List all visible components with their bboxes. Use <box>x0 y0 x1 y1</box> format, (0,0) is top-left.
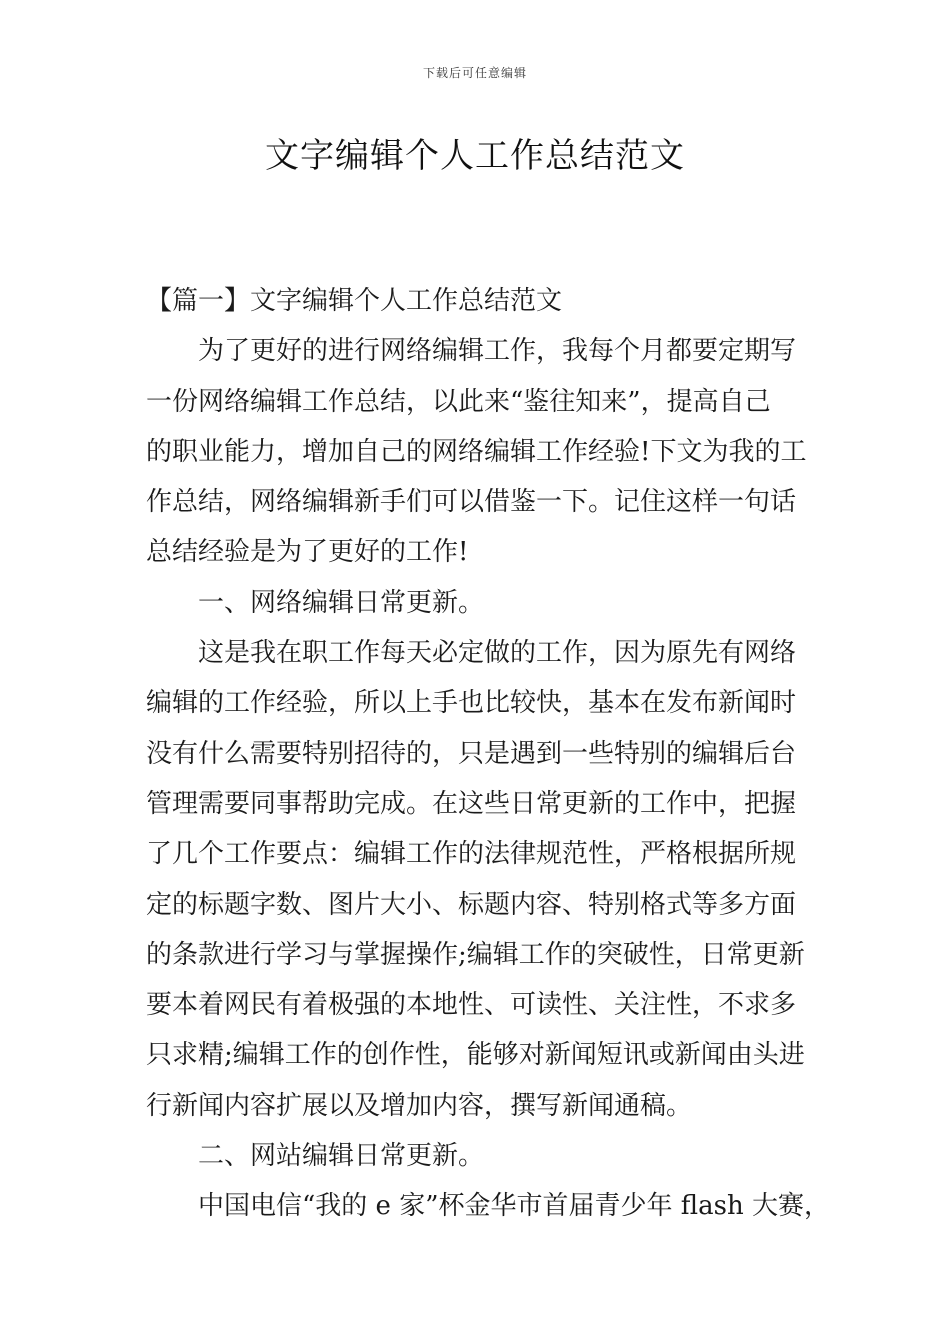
line: 这是我在职工作每天必定做的工作，因为原先有网络 <box>198 638 797 669</box>
line: 中国电信“我的 e 家”杯金华市首届青少年 flash 大赛， <box>198 1191 830 1222</box>
line: 作总结，网络编辑新手们可以借鉴一下。记住这样一句话 <box>146 487 797 518</box>
document-body <box>146 276 830 1232</box>
line: 为了更好的进行网络编辑工作，我每个月都要定期写 <box>198 336 797 367</box>
line: 二、网站编辑日常更新。 <box>198 1141 485 1172</box>
line: 了几个工作要点：编辑工作的法律规范性，严格根据所规 <box>146 839 797 870</box>
line: 【篇一】文字编辑个人工作总结范文 <box>146 286 563 316</box>
line: 管理需要同事帮助完成。在这些日常更新的工作中，把握 <box>146 788 797 819</box>
line: 只求精;编辑工作的创作性，能够对新闻短讯或新闻由头进 <box>146 1040 805 1071</box>
line: 要本着网民有着极强的本地性、可读性、关注性，不求多 <box>146 990 797 1021</box>
header-note: 下载后可任意编辑 <box>422 66 527 80</box>
line: 没有什么需要特别招待的，只是遇到一些特别的编辑后台 <box>146 738 797 769</box>
line: 一、网络编辑日常更新。 <box>198 587 485 618</box>
line: 编辑的工作经验，所以上手也比较快，基本在发布新闻时 <box>146 688 797 719</box>
line: 行新闻内容扩展以及增加内容，撰写新闻通稿。 <box>146 1090 693 1121</box>
line: 的职业能力，增加自己的网络编辑工作经验!下文为我的工 <box>146 436 807 467</box>
document-title: 文字编辑个人工作总结范文 <box>265 136 685 176</box>
line: 一份网络编辑工作总结，以此来“鉴往知来”，提高自己 <box>146 386 771 417</box>
line: 的条款进行学习与掌握操作;编辑工作的突破性，日常更新 <box>146 939 805 970</box>
line: 总结经验是为了更好的工作! <box>146 537 469 568</box>
line: 定的标题字数、图片大小、标题内容、特别格式等多方面 <box>146 889 797 920</box>
